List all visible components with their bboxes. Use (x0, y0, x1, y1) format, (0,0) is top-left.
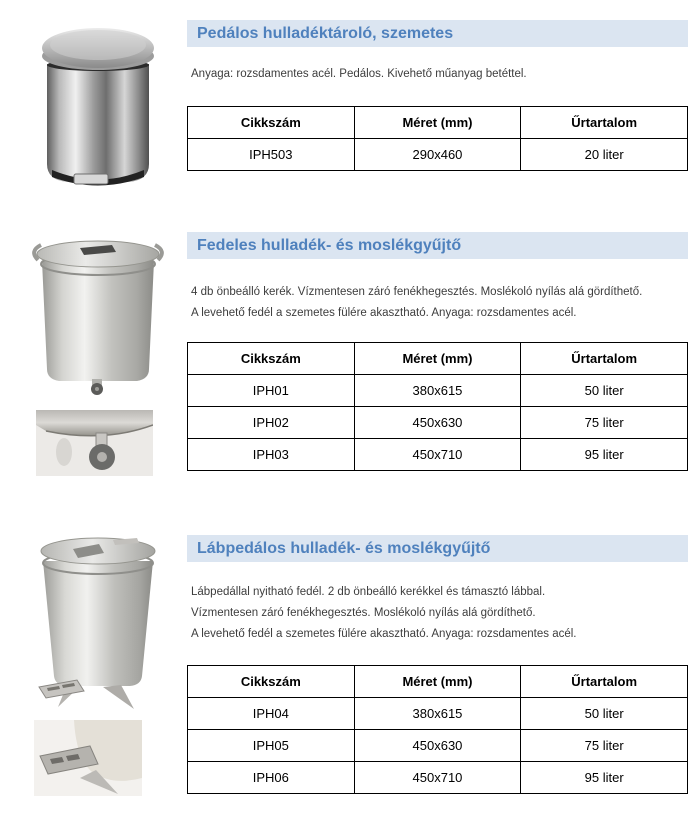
cell-meret: 450x710 (354, 762, 521, 794)
wheeled-waste-bin-illustration (28, 228, 168, 396)
table-row (188, 439, 688, 471)
col-header-meret: Méret (mm) (354, 107, 521, 139)
pedal-bin-illustration (22, 12, 174, 190)
col-header-meret: Méret (mm) (354, 343, 521, 375)
section-description: Anyaga: rozsdamentes acél. Pedálos. Kivehető műanyag betéttel. (191, 68, 527, 80)
col-header-cikkszam: Cikkszám (188, 107, 355, 139)
table-header-row (188, 107, 688, 139)
product-table-foot-pedal-bin (187, 665, 688, 794)
cell-meret: 450x710 (354, 439, 521, 471)
caster-wheel-detail-photo (36, 410, 153, 476)
section-title-lidded-bin: Fedeles hulladék- és moslékgyűjtő (187, 232, 688, 259)
pedal-bin-photo (22, 12, 174, 190)
col-header-urtartalom: Űrtartalom (521, 107, 688, 139)
cell-urtartalom: 75 liter (521, 407, 688, 439)
table-row (188, 407, 688, 439)
cell-meret: 290x460 (354, 139, 521, 171)
col-header-cikkszam: Cikkszám (188, 666, 355, 698)
table-row (188, 762, 688, 794)
col-header-meret: Méret (mm) (354, 666, 521, 698)
col-header-urtartalom: Űrtartalom (521, 343, 688, 375)
section-description: Lábpedállal nyitható fedél. 2 db önbeálló kerékkel és támasztó lábbal. (191, 586, 546, 598)
section-title-pedal-bin: Pedálos hulladéktároló, szemetes (187, 20, 688, 47)
cell-urtartalom: 95 liter (521, 762, 688, 794)
table-header-row (188, 343, 688, 375)
cell-cikkszam: IPH02 (188, 407, 355, 439)
col-header-cikkszam: Cikkszám (188, 343, 355, 375)
product-table-pedal-bin (187, 106, 688, 171)
foot-pedal-bin-illustration (33, 528, 163, 712)
cell-meret: 450x630 (354, 407, 521, 439)
cell-urtartalom: 75 liter (521, 730, 688, 762)
cell-cikkszam: IPH04 (188, 698, 355, 730)
cell-urtartalom: 20 liter (521, 139, 688, 171)
wheeled-waste-bin-photo (28, 228, 168, 396)
foot-pedal-bin-photo (33, 528, 163, 712)
table-row (188, 375, 688, 407)
section-title-foot-pedal-bin: Lábpedálos hulladék- és moslékgyűjtő (187, 535, 688, 562)
cell-urtartalom: 50 liter (521, 375, 688, 407)
cell-cikkszam: IPH05 (188, 730, 355, 762)
table-row (188, 730, 688, 762)
cell-cikkszam: IPH01 (188, 375, 355, 407)
cell-urtartalom: 50 liter (521, 698, 688, 730)
section-description: A levehető fedél a szemetes fülére akasztható. Anyaga: rozsdamentes acél. (191, 628, 577, 640)
cell-meret: 380x615 (354, 698, 521, 730)
section-description: Vízmentesen záró fenékhegesztés. Moslékoló nyílás alá gördíthető. (191, 607, 536, 619)
section-description: 4 db önbeálló kerék. Vízmentesen záró fenékhegesztés. Moslékoló nyílás alá gördíthető. (191, 286, 643, 298)
table-row (188, 698, 688, 730)
foot-pedal-detail-photo (34, 720, 142, 796)
foot-pedal-detail-illustration (34, 720, 142, 796)
table-row (188, 139, 688, 171)
caster-wheel-detail-illustration (36, 410, 153, 476)
cell-cikkszam: IPH03 (188, 439, 355, 471)
col-header-urtartalom: Űrtartalom (521, 666, 688, 698)
cell-urtartalom: 95 liter (521, 439, 688, 471)
section-description: A levehető fedél a szemetes fülére akasztható. Anyaga: rozsdamentes acél. (191, 307, 577, 319)
cell-cikkszam: IPH503 (188, 139, 355, 171)
table-header-row (188, 666, 688, 698)
product-table-lidded-bin (187, 342, 688, 471)
cell-meret: 450x630 (354, 730, 521, 762)
cell-cikkszam: IPH06 (188, 762, 355, 794)
cell-meret: 380x615 (354, 375, 521, 407)
